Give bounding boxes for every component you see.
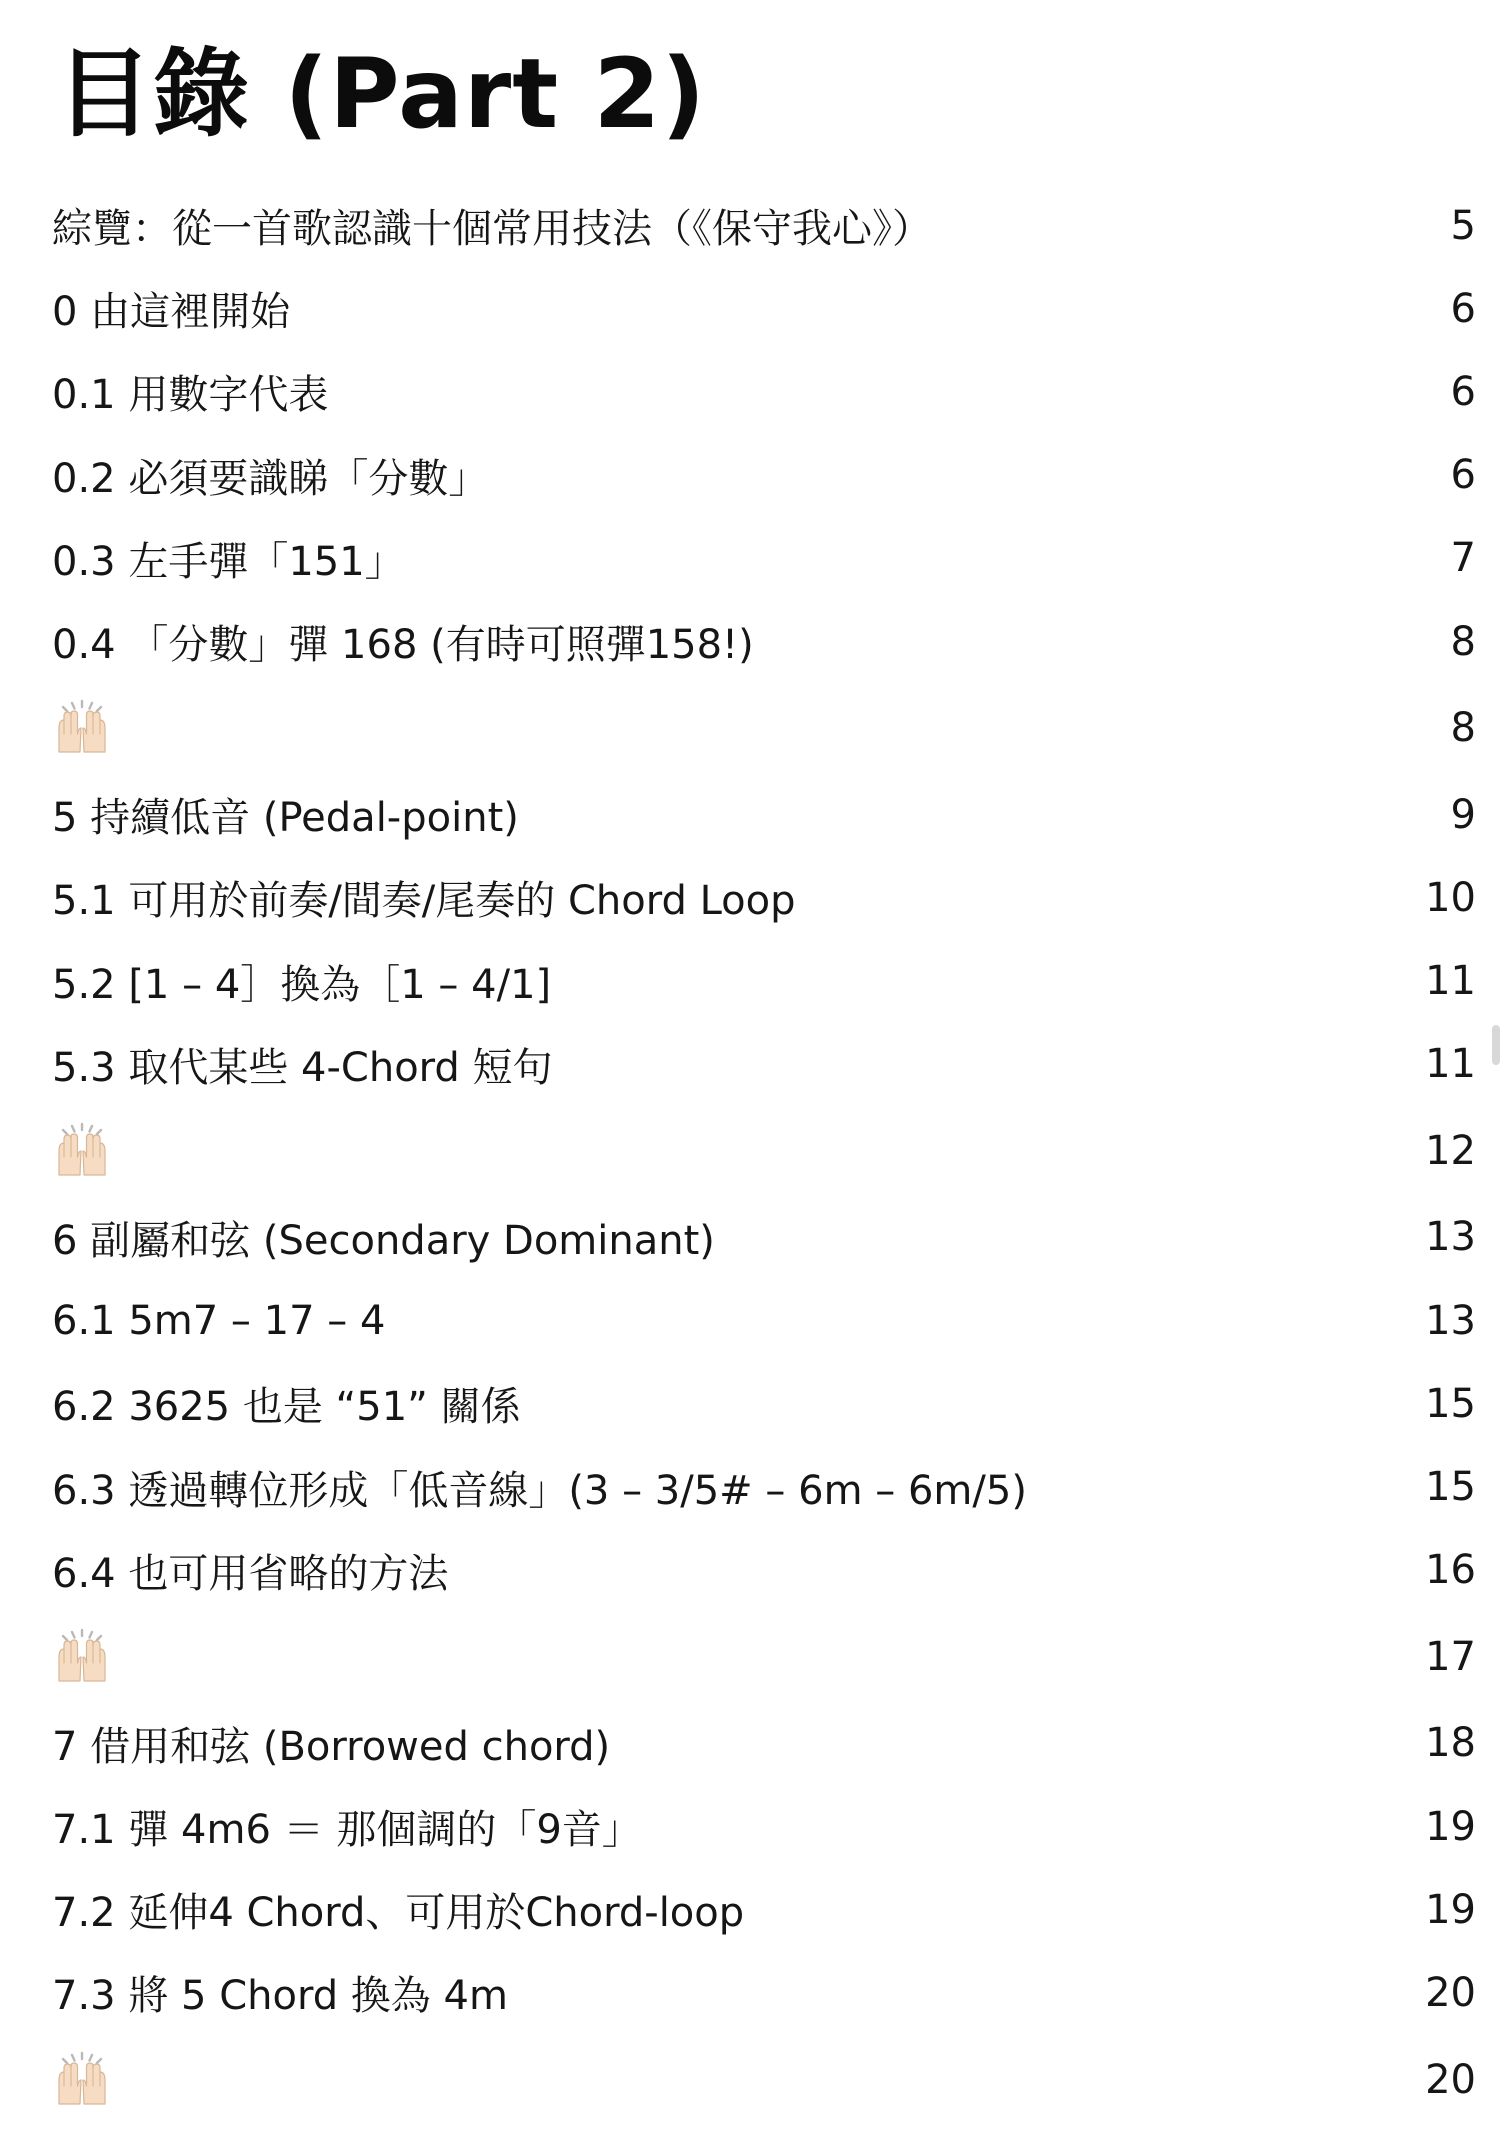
toc-entry-page-number: 11 xyxy=(1425,1041,1476,1088)
toc-entry-page-number: 12 xyxy=(1425,1127,1476,1174)
toc-entry-title: 7.2 延伸4 Chord、可用於Chord-loop xyxy=(52,1890,745,1937)
toc-entry-page-number: 11 xyxy=(1425,958,1476,1005)
toc-entry[interactable] xyxy=(52,600,1476,683)
toc-entry-page-number: 6 xyxy=(1450,285,1476,332)
toc-entry-title: 0.1 用數字代表 xyxy=(52,372,329,419)
toc-entry-title: 5.3 取代某些 4-Chord 短句 xyxy=(52,1044,553,1091)
toc-entry-page-number: 13 xyxy=(1425,1214,1476,1261)
toc-entry[interactable] xyxy=(52,1951,1476,2034)
toc-entry-page-number: 6 xyxy=(1450,368,1476,415)
scrollbar-handle[interactable] xyxy=(1492,1025,1500,1065)
toc-entry[interactable] xyxy=(52,1362,1476,1445)
raised-hands-icon xyxy=(52,698,112,758)
toc-entry[interactable] xyxy=(52,267,1476,350)
toc-entry-page-number: 15 xyxy=(1425,1464,1476,1511)
page-title: 目錄 (Part 2) xyxy=(56,38,707,150)
toc-entry-page-number: 19 xyxy=(1425,1886,1476,1933)
toc-entry[interactable] xyxy=(52,1279,1476,1362)
toc-entry-page-number: 10 xyxy=(1425,874,1476,921)
toc-entry-title: 5 持續低音 (Pedal-point) xyxy=(52,795,519,842)
toc-entry-page-number: 13 xyxy=(1425,1297,1476,1344)
toc-entry-page-number: 8 xyxy=(1450,705,1476,752)
toc-emoji-row[interactable] xyxy=(52,1106,1476,1196)
toc-entry[interactable] xyxy=(52,1196,1476,1279)
toc-entry-title: 綜覽：從一首歌認識十個常用技法（《保守我心》） xyxy=(52,206,932,253)
toc-entry-page-number: 9 xyxy=(1450,791,1476,838)
toc-entry-title: 7.3 將 5 Chord 換為 4m xyxy=(52,1973,508,2020)
toc-entry-title: 0.2 必須要識睇「分數」 xyxy=(52,455,489,502)
toc-entry[interactable] xyxy=(52,184,1476,267)
toc-emoji-row[interactable] xyxy=(52,683,1476,773)
toc-entry-page-number: 20 xyxy=(1425,1969,1476,2016)
toc-emoji-row[interactable] xyxy=(52,1612,1476,1702)
toc-entry[interactable] xyxy=(52,1529,1476,1612)
toc-entry-title: 0.4 「分數」彈 168 (有時可照彈158!) xyxy=(52,622,754,669)
toc-entry-page-number: 17 xyxy=(1425,1633,1476,1680)
toc-entry[interactable] xyxy=(52,1785,1476,1868)
toc-entry-page-number: 16 xyxy=(1425,1547,1476,1594)
toc-entry-title: 6 副屬和弦 (Secondary Dominant) xyxy=(52,1217,715,1264)
toc-entry[interactable] xyxy=(52,1702,1476,1785)
toc-entry[interactable] xyxy=(52,1023,1476,1106)
toc-entry[interactable] xyxy=(52,1445,1476,1528)
toc-entry-title: 6.3 透過轉位形成「低音線」(3 – 3/5# – 6m – 6m/5) xyxy=(52,1467,1027,1514)
toc-entry-page-number: 18 xyxy=(1425,1720,1476,1767)
toc-entry-title: 6.4 也可用省略的方法 xyxy=(52,1550,449,1597)
toc-entry-title: 6.1 5m7 – 17 – 4 xyxy=(52,1297,386,1344)
toc-entry[interactable] xyxy=(52,1868,1476,1951)
toc-entry-title: 7 借用和弦 (Borrowed chord) xyxy=(52,1723,611,1770)
toc-entry-page-number: 7 xyxy=(1450,535,1476,582)
toc-entry-page-number: 6 xyxy=(1450,452,1476,499)
raised-hands-icon xyxy=(52,1627,112,1687)
toc-entry-title: 0.3 左手彈「151」 xyxy=(52,538,405,585)
toc-entry[interactable] xyxy=(52,517,1476,600)
toc-entry-title: 0 由這裡開始 xyxy=(52,289,291,336)
toc-entry-title: 5.2 [1 – 4］換為［1 – 4/1] xyxy=(52,961,552,1008)
toc-entry[interactable] xyxy=(52,434,1476,517)
toc-entry-page-number: 19 xyxy=(1425,1803,1476,1850)
toc-entry-page-number: 8 xyxy=(1450,618,1476,665)
toc-entry-title: 6.2 3625 也是 “51” 關係 xyxy=(52,1384,521,1431)
raised-hands-icon xyxy=(52,1121,112,1181)
toc-entry-title: 5.1 可用於前奏/間奏/尾奏的 Chord Loop xyxy=(52,878,796,925)
toc-entry[interactable] xyxy=(52,856,1476,939)
toc-entry[interactable] xyxy=(52,350,1476,433)
raised-hands-icon xyxy=(52,2050,112,2110)
toc-list xyxy=(52,184,1476,2125)
toc-emoji-row[interactable] xyxy=(52,2035,1476,2125)
toc-entry-title: 7.1 彈 4m6 ＝ 那個調的「9音」 xyxy=(52,1807,642,1854)
toc-entry[interactable] xyxy=(52,940,1476,1023)
toc-entry-page-number: 20 xyxy=(1425,2056,1476,2103)
toc-entry-page-number: 5 xyxy=(1450,202,1476,249)
toc-entry-page-number: 15 xyxy=(1425,1380,1476,1427)
toc-entry[interactable] xyxy=(52,773,1476,856)
